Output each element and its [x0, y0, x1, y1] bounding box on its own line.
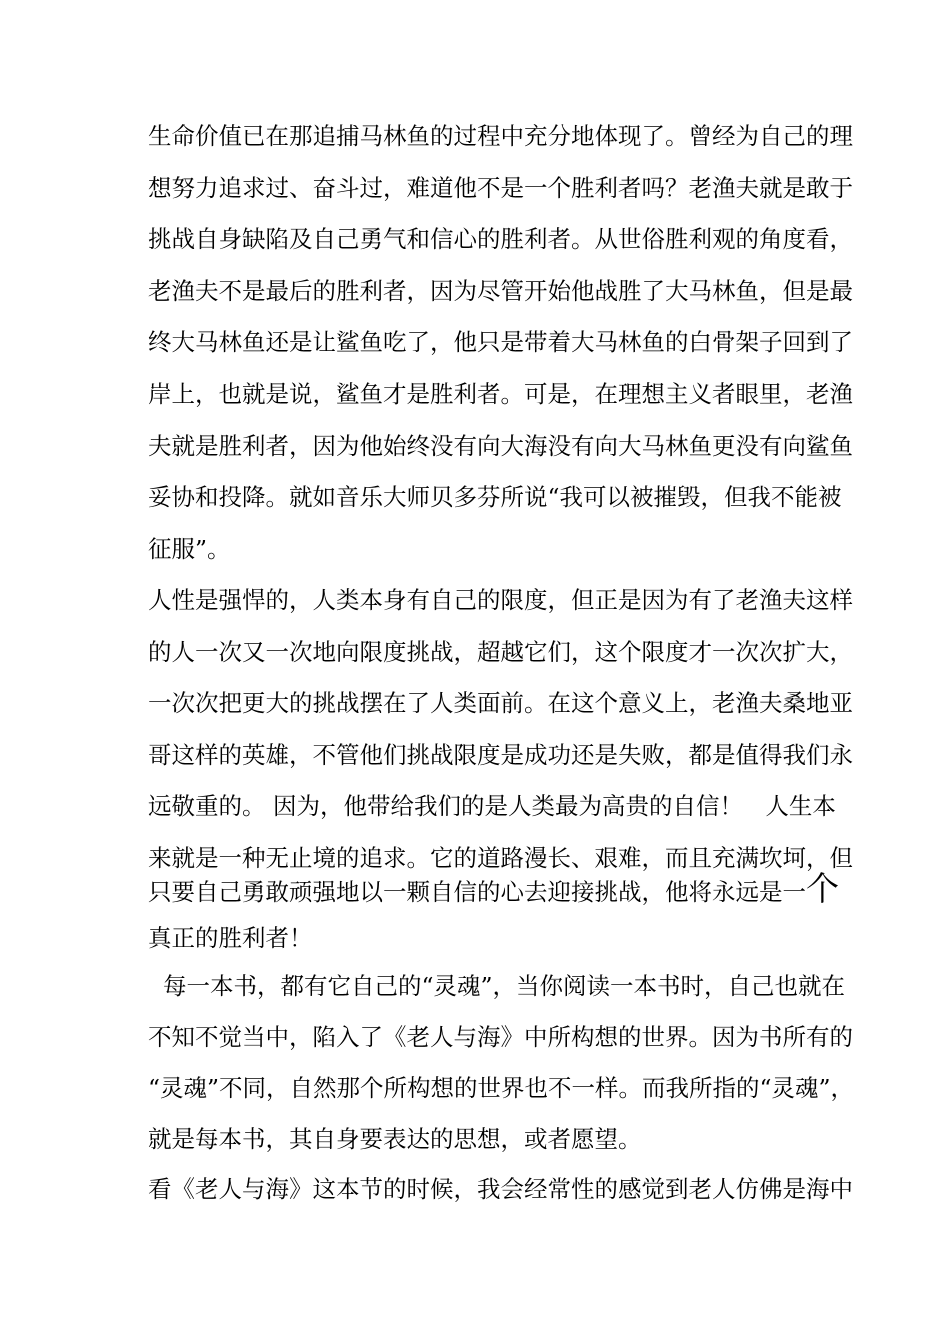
text-line: 哥这样的英雄，不管他们挑战限度是成功还是失败，都是值得我们永 — [148, 741, 853, 769]
text-line: 岸上，也就是说，鲨鱼才是胜利者。可是，在理想主义者眼里，老渔 — [148, 380, 853, 408]
text-line-large-glyph: 个 — [806, 869, 839, 908]
text-line: “灵魂”不同，自然那个所构想的世界也不一样。而我所指的“灵魂”， — [148, 1074, 855, 1102]
text-line: 一次次把更大的挑战摆在了人类面前。在这个意义上，老渔夫桑地亚 — [148, 689, 853, 717]
text-line: 想努力追求过、奋斗过，难道他不是一个胜利者吗？老渔夫就是敢于 — [148, 174, 853, 202]
text-line: 就是每本书，其自身要表达的思想，或者愿望。 — [148, 1125, 642, 1153]
text-line: 终大马林鱼还是让鲨鱼吃了，他只是带着大马林鱼的白骨架子回到了 — [148, 328, 853, 356]
text-line: 征服”。 — [148, 535, 231, 563]
text-line: 人性是强悍的，人类本身有自己的限度，但正是因为有了老渔夫这样 — [148, 586, 853, 614]
text-line-body: 只要自己勇敢顽强地以一颗自信的心去迎接挑战，他将永远是一 — [148, 878, 806, 906]
text-line — [148, 869, 839, 908]
text-line: 真正的胜利者！ — [148, 924, 313, 952]
text-line: 来就是一种无止境的追求。它的道路漫长、艰难，而且充满坎坷，但 — [148, 844, 853, 872]
text-line: 妥协和投降。就如音乐大师贝多芬所说“我可以被摧毁，但我不能被 — [148, 483, 842, 511]
text-line: 老渔夫不是最后的胜利者，因为尽管开始他战胜了大马林鱼，但是最 — [148, 277, 853, 305]
text-line: 不知不觉当中，陷入了《老人与海》中所构想的世界。因为书所有的 — [148, 1023, 853, 1051]
text-line: 每一本书，都有它自己的“灵魂”，当你阅读一本书时，自己也就在 — [148, 972, 845, 1000]
text-line: 看《老人与海》这本节的时候，我会经常性的感觉到老人仿佛是海中 — [148, 1175, 853, 1203]
text-line: 挑战自身缺陷及自己勇气和信心的胜利者。从世俗胜利观的角度看， — [148, 225, 853, 253]
text-line: 夫就是胜利者，因为他始终没有向大海没有向大马林鱼更没有向鲨鱼 — [148, 432, 853, 460]
text-line: 远敬重的。 因为，他带给我们的是人类最为高贵的自信！ 人生本 — [148, 792, 836, 820]
text-line: 生命价值已在那追捕马林鱼的过程中充分地体现了。曾经为自己的理 — [148, 122, 853, 150]
text-line: 的人一次又一次地向限度挑战，超越它们，这个限度才一次次扩大， — [148, 638, 853, 666]
